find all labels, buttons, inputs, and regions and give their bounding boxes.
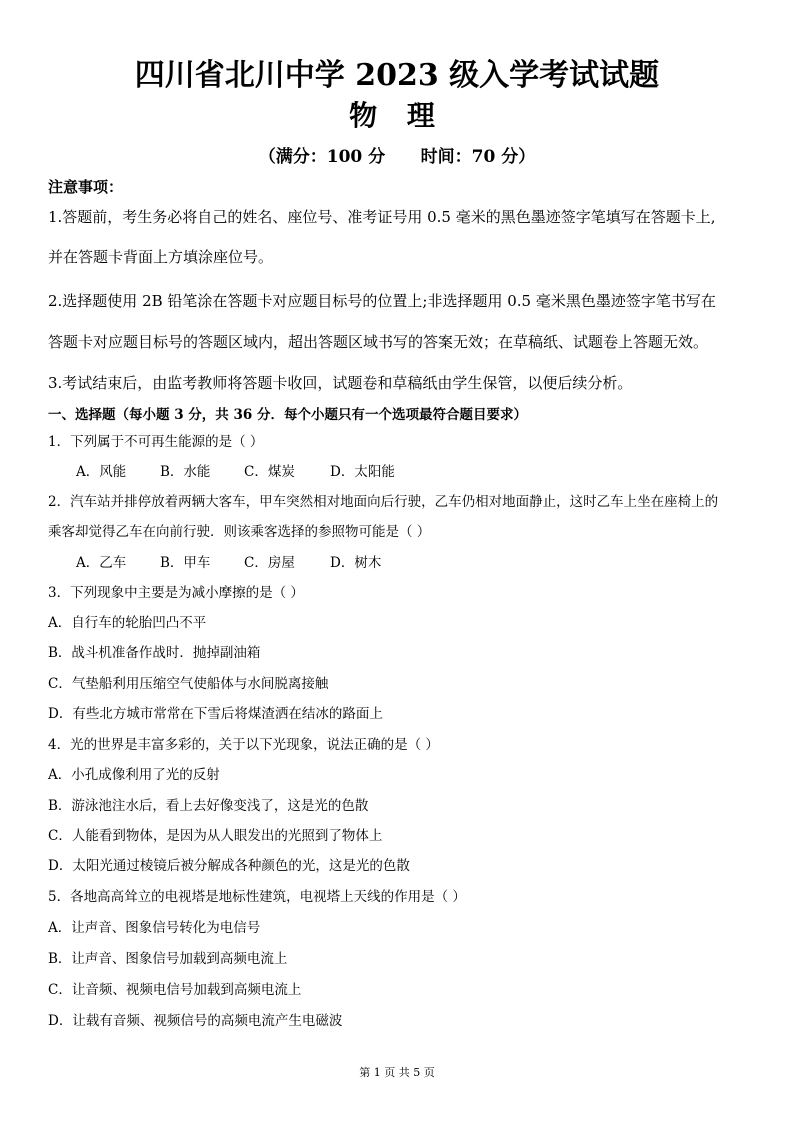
option-b: B．水能 (160, 464, 211, 480)
notice-line: 并在答题卡背面上方填涂座位号。 (48, 248, 274, 266)
question-3-option-c: C．气垫船利用压缩空气使船体与水间脱离接触 (48, 676, 329, 692)
question-5-option-b: B．让声音、图象信号加载到高频电流上 (48, 951, 288, 967)
page-footer: 第 1 页 共 5 页 (359, 1066, 435, 1079)
option-a: A．乙车 (76, 555, 127, 571)
question-5-stem: 5．各地高高耸立的电视塔是地标性建筑，电视塔上天线的作用是（ ） (48, 889, 466, 905)
option-c: C．煤炭 (244, 464, 295, 480)
question-5-option-c: C．让音频、视频电信号加载到高频电流上 (48, 982, 302, 998)
question-3-option-a: A．自行车的轮胎凹凸不平 (48, 615, 207, 631)
option-a: A．风能 (76, 464, 127, 480)
question-3-option-b: B．战斗机准备作战时．抛掉副油箱 (48, 645, 261, 661)
question-4-option-a: A．小孔成像利用了光的反射 (48, 767, 220, 783)
option-d: D．太阳能 (330, 464, 395, 480)
subject-title: 物 理 (349, 99, 445, 132)
section-heading: 一、选择题（每小题 3 分，共 36 分．每个小题只有一个选项最符合题目要求） (48, 407, 527, 423)
question-2-options (76, 551, 754, 571)
score-time-line: （满分：100 分 时间：70 分） (258, 147, 536, 167)
exam-title: 四川省北川中学 2023 级入学考试试题 (134, 58, 660, 93)
question-2-stem-cont: 乘客却觉得乙车在向前行驶．则该乘客选择的参照物可能是（ ） (48, 524, 431, 540)
question-1-options (76, 460, 754, 480)
notice-line: 2.选择题使用 2B 铅笔涂在答题卡对应题目标号的位置上;非选择题用 0.5 毫米黑色墨迹签字笔书写在 (48, 292, 716, 310)
notice-heading: 注意事项： (48, 178, 124, 196)
question-3-stem: 3．下列现象中主要是为减小摩擦的是（ ） (48, 585, 304, 601)
question-3-option-d: D．有些北方城市常常在下雪后将煤渣洒在结冰的路面上 (48, 706, 383, 722)
question-4-option-c: C．人能看到物体，是因为从人眼发出的光照到了物体上 (48, 828, 383, 844)
notice-line: 1.答题前，考生务必将自己的姓名、座位号、准考证号用 0.5 毫米的黑色墨迹签字笔填写在答题卡上, (48, 208, 716, 226)
notice-line: 答题卡对应题目标号的答题区域内，超出答题区域书写的答案无效；在草稿纸、试题卷上答题无效。 (48, 333, 709, 351)
question-4-option-b: B．游泳池注水后，看上去好像变浅了，这是光的色散 (48, 798, 369, 814)
question-2-stem: 2．汽车站并排停放着两辆大客车，甲车突然相对地面向后行驶，乙车仍相对地面静止，这时乙车上坐在座椅上的 (48, 494, 719, 510)
notice-line: 3.考试结束后，由监考教师将答题卡收回，试题卷和草稿纸由学生保管，以便后续分析。 (48, 374, 633, 392)
question-5-option-d: D．让载有音频、视频信号的高频电流产生电磁波 (48, 1013, 343, 1029)
option-b: B．甲车 (160, 555, 211, 571)
question-4-stem: 4．光的世界是丰富多彩的，关于以下光现象，说法正确的是（ ） (48, 737, 439, 753)
question-1-stem: 1．下列属于不可再生能源的是（ ） (48, 434, 264, 450)
question-5-option-a: A．让声音、图象信号转化为电信号 (48, 920, 261, 936)
question-4-option-d: D．太阳光通过棱镜后被分解成各种颜色的光，这是光的色散 (48, 858, 410, 874)
option-d: D．树木 (330, 555, 382, 571)
option-c: C．房屋 (244, 555, 295, 571)
